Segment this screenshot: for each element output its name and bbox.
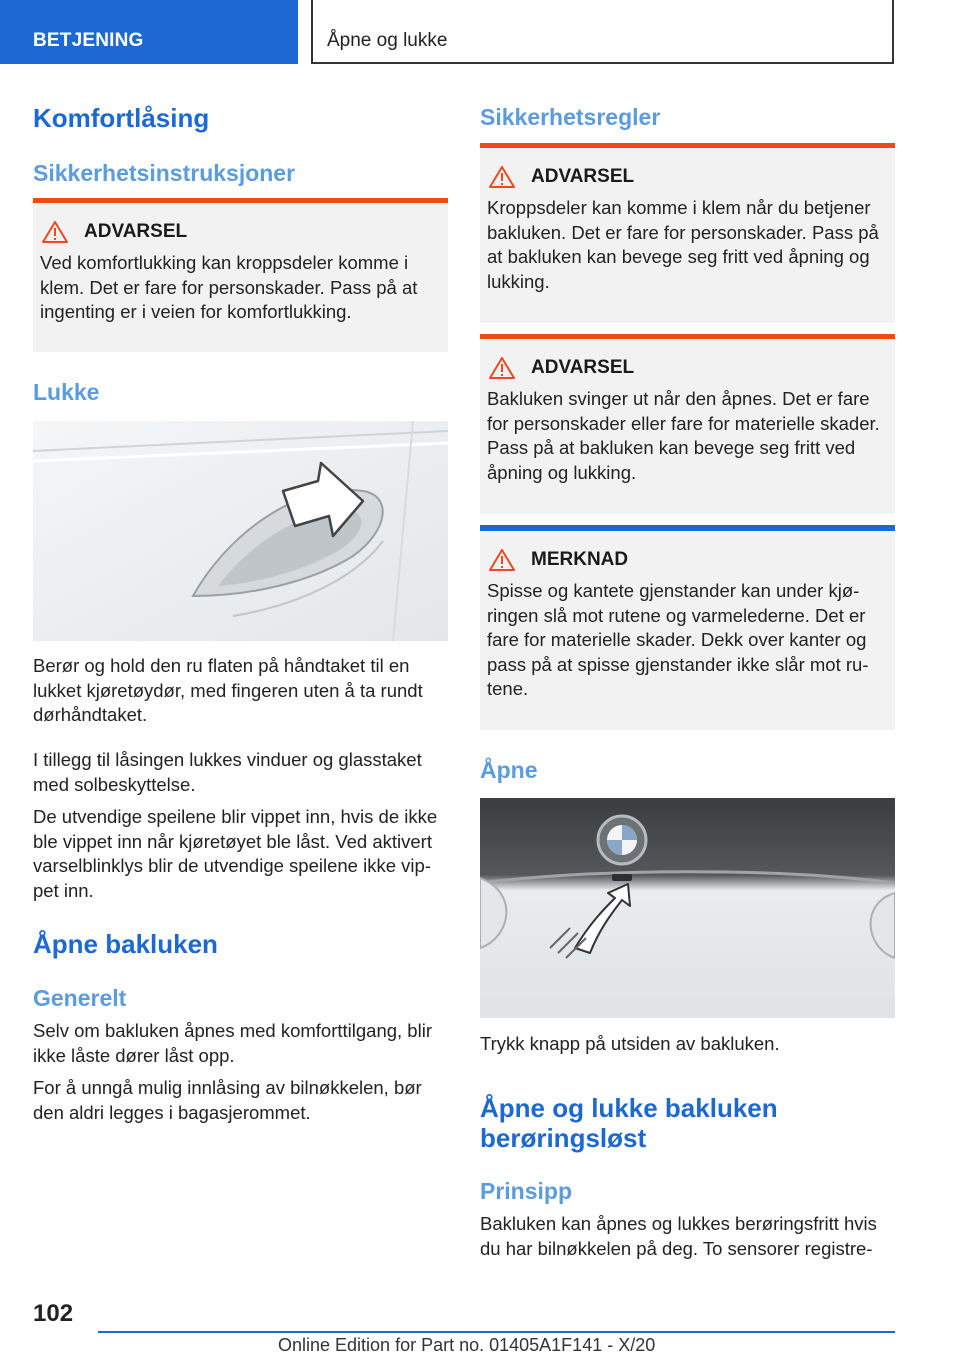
paragraph-general-2: For å unngå mulig innlåsing av bilnøkkelen, bør den aldri legges i bagasjerommet. <box>33 1077 422 1123</box>
warning-title <box>42 221 441 243</box>
warning-text: Bakluken svinger ut når den åpnes. Det er fare for personskader eller fare for materielle skader. Pass på at bakluken kan bevege seg fritt ved åpning og lukking. <box>487 388 880 483</box>
heading-open-trunk: Åpne bakluken <box>33 929 218 959</box>
heading-comfort-locking: Komfortlåsing <box>33 103 210 133</box>
paragraph-open: Trykk knapp på utsiden av bakluken. <box>480 1033 780 1054</box>
chapter-label: Åpne og lukke <box>327 30 448 51</box>
heading-principle: Prinsipp <box>480 1178 573 1204</box>
footer-edition: Online Edition for Part no. 01405A1F141 - X/20 <box>278 1335 656 1355</box>
warning-text: Ved komfortlukking kan kroppsdeler komme i klem. Det er fare for personskader. Pass på at ingenting er i veien for komfortlukking. <box>40 252 418 322</box>
warning-label: ADVARSEL <box>531 357 635 378</box>
heading-safety-rules: Sikkerhetsregler <box>480 104 661 130</box>
warning-title <box>489 166 888 188</box>
warning-box <box>480 143 895 323</box>
door-handle-illustration <box>33 421 448 641</box>
note-text: Spisse og kantete gjenstander kan under kjø-ringen slå mot rutene og varmelederne. Det er fare for materielle skader. Dekk over kanter og pass på at spisse gjenstander ikke slår mot ru-tene. <box>487 580 869 699</box>
paragraph-close-2: I tillegg til låsingen lukkes vinduer og glasstaket med solbeskyttelse. <box>33 749 422 795</box>
heading-close: Lukke <box>33 379 100 405</box>
heading-open: Åpne <box>480 757 538 783</box>
notice-triangle-icon <box>489 549 515 571</box>
paragraph-close-1: Berør og hold den ru flaten på håndtaket til en lukket kjøretøydør, med fingeren uten å ta rundt dørhåndtaket. <box>33 655 423 725</box>
note-title <box>489 549 888 571</box>
warning-box <box>480 334 895 514</box>
section-label: BETJENING <box>33 30 144 51</box>
warning-triangle-icon <box>42 221 68 243</box>
chapter-header <box>311 0 894 64</box>
warning-title <box>489 357 888 379</box>
warning-label: ADVARSEL <box>531 166 635 187</box>
warning-triangle-icon <box>489 166 515 188</box>
paragraph-general-1: Selv om bakluken åpnes med komforttilgang, blir ikke låste dører låst opp. <box>33 1020 432 1066</box>
trunk-button-illustration <box>480 798 895 1018</box>
warning-triangle-icon <box>489 357 515 379</box>
heading-touchless: Åpne og lukke bakluken berøringsløst <box>480 1093 778 1153</box>
heading-safety-instructions: Sikkerhetsinstruksjoner <box>33 160 296 186</box>
warning-box <box>33 198 448 352</box>
footer-divider <box>98 1331 895 1333</box>
section-tab <box>0 0 298 64</box>
page-number: 102 <box>33 1300 74 1327</box>
warning-text: Kroppsdeler kan komme i klem når du betjener bakluken. Det er fare for personskader. Pass på at bakluken kan bevege seg fritt ved åpning og lukking. <box>487 197 879 292</box>
warning-label: ADVARSEL <box>84 221 188 242</box>
paragraph-close-3: De utvendige speilene blir vippet inn, hvis de ikke ble vippet inn når kjøretøyet ble låst. Ved aktivert varselblinklys blir de utvendige speilene ikke vip-pet inn. <box>33 806 438 901</box>
note-label: MERKNAD <box>531 549 629 570</box>
note-box <box>480 525 895 730</box>
heading-general: Generelt <box>33 985 127 1011</box>
paragraph-principle: Bakluken kan åpnes og lukkes berøringsfritt hvis du har bilnøkkelen på deg. To sensorer registre- <box>480 1213 877 1259</box>
